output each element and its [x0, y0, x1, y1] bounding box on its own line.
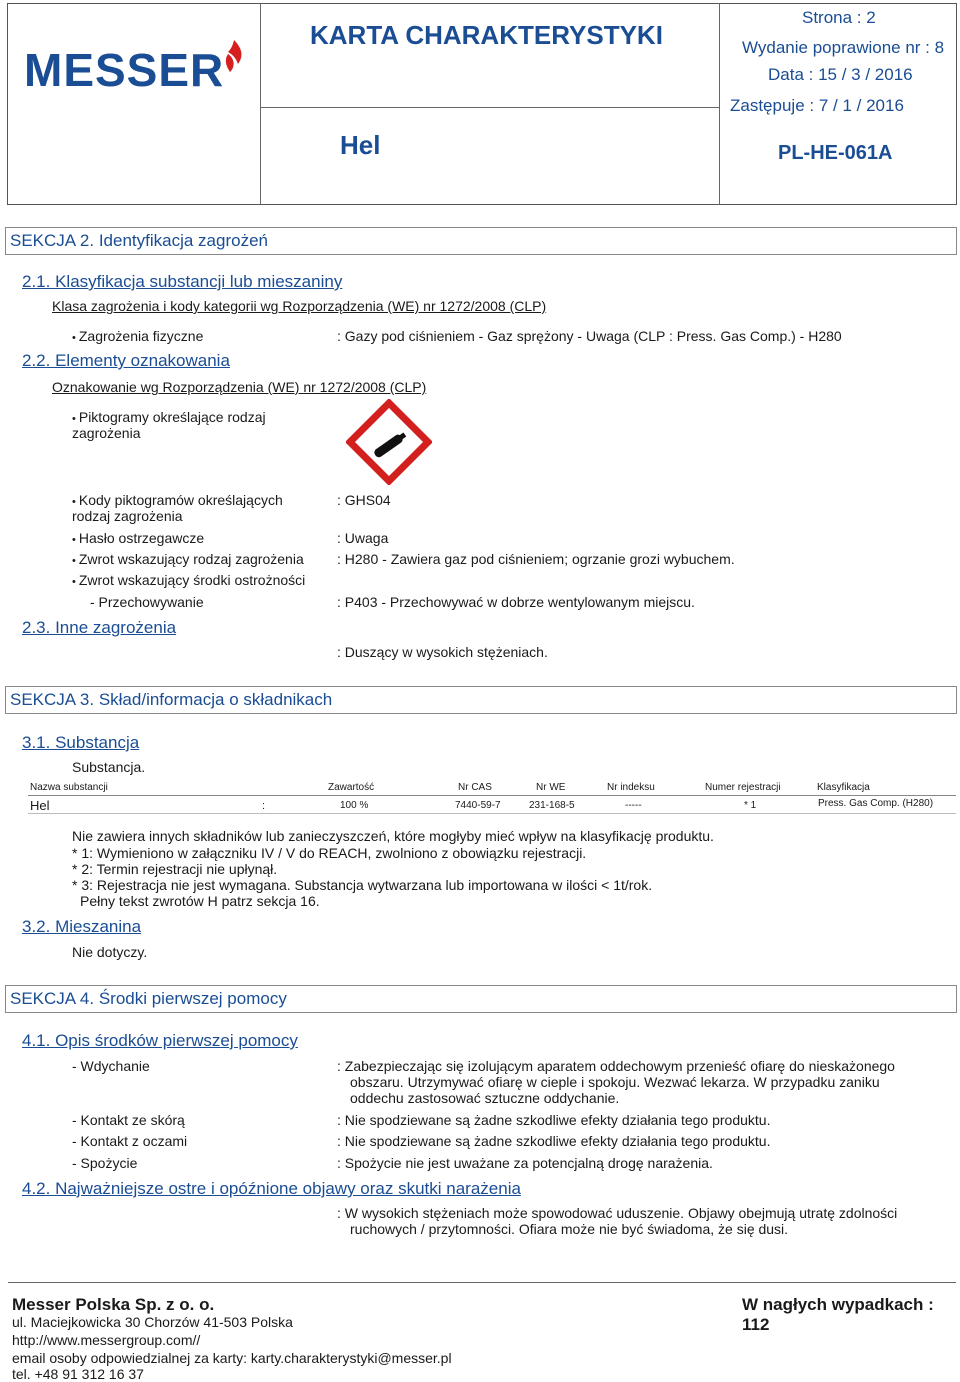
skin-contact-label: - Kontakt ze skórą — [72, 1112, 185, 1128]
table-row-rule — [28, 813, 956, 814]
col-header-classification: Klasyfikacja — [817, 782, 870, 793]
note-line-3: * 2: Termin rejestracji nie upłynął. — [72, 861, 278, 877]
footer-rule — [8, 1282, 956, 1283]
row-colon: : — [262, 800, 266, 812]
row-we: 231-168-5 — [529, 800, 575, 811]
logo-flame-icon — [226, 40, 242, 72]
row-registration: * 1 — [744, 800, 757, 811]
col-header-name: Nazwa substancji — [30, 782, 108, 793]
storage-value: : P403 - Przechowywać w dobrze wentylowanym miejscu. — [337, 594, 695, 610]
skin-contact-value: : Nie spodziewane są żadne szkodliwe efekty działania tego produktu. — [337, 1112, 771, 1128]
section-2-1-heading: 2.1. Klasyfikacja substancji lub mieszaniny — [22, 272, 343, 291]
row-substance-name: Hel — [30, 798, 50, 813]
inhalation-label: - Wdychanie — [72, 1058, 150, 1074]
table-header-rule — [28, 795, 956, 796]
company-address: ul. Maciejkowicka 30 Chorzów 41-503 Polska — [12, 1314, 293, 1330]
revision-date: Data : 15 / 3 / 2016 — [768, 65, 913, 84]
inhalation-value-3: oddechu zastosować sztuczne oddychanie. — [350, 1090, 620, 1106]
pictogram-label-line2: zagrożenia — [72, 425, 141, 441]
header-divider-mid — [261, 107, 719, 108]
eye-contact-value: : Nie spodziewane są żadne szkodliwe efekty działania tego produktu. — [337, 1133, 771, 1149]
contact-phone: tel. +48 91 312 16 37 — [12, 1366, 144, 1382]
revision-number: Wydanie poprawione nr : 8 — [742, 38, 945, 57]
replaces-date: Zastępuje : 7 / 1 / 2016 — [730, 96, 904, 115]
pictogram-codes-value: : GHS04 — [337, 492, 391, 508]
logo-wordmark: MESSER — [24, 44, 225, 94]
section-3-2-heading: 3.2. Mieszanina — [22, 917, 142, 936]
company-website[interactable]: http://www.messergroup.com// — [12, 1332, 201, 1348]
contact-email[interactable]: email osoby odpowiedzialnej za karty: karty.charakterystyki@messer.pl — [12, 1350, 452, 1366]
section-4-1-heading: 4.1. Opis środków pierwszej pomocy — [22, 1031, 298, 1050]
symptoms-value-2: ruchowych / przytomności. Ofiara może nie być świadoma, że się dusi. — [350, 1221, 789, 1237]
section-2-3-heading: 2.3. Inne zagrożenia — [22, 618, 177, 637]
col-header-we: Nr WE — [536, 782, 566, 793]
classification-subheading: Klasa zagrożenia i kody kategorii wg Rozporządzenia (WE) nr 1272/2008 (CLP) — [52, 298, 547, 314]
note-line-2: * 1: Wymieniono w załączniku IV / V do REACH, zwolniono z obowiązku rejestracji. — [72, 845, 587, 861]
section-3-1-heading: 3.1. Substancja — [22, 733, 140, 752]
eye-contact-label: - Kontakt z oczami — [72, 1133, 188, 1149]
inhalation-value-2: obszaru. Utrzymywać ofiarę w cieple i spokoju. Wezwać lekarza. W przypadku zaniku — [350, 1074, 880, 1090]
row-cas: 7440-59-7 — [455, 800, 501, 811]
row-content: 100 % — [340, 800, 369, 811]
company-name: Messer Polska Sp. z o. o. — [12, 1295, 215, 1314]
inhalation-value-1: : Zabezpieczając się izolującym aparatem oddechowym przenieść ofiarę do nieskażonego — [337, 1058, 895, 1074]
pictogram-codes-label: • Kody piktogramów określających — [72, 492, 283, 508]
header-divider-right — [719, 3, 720, 205]
document-title: KARTA CHARAKTERYSTYKI — [310, 20, 663, 50]
emergency-number: W nagłych wypadkach : 112 — [742, 1295, 934, 1334]
hazard-statement-value: : H280 - Zawiera gaz pod ciśnieniem; ogrzanie grozi wybuchem. — [337, 551, 735, 567]
section-4-2-heading: 4.2. Najważniejsze ostre i opóźnione objawy oraz skutki narażenia — [22, 1179, 521, 1198]
col-header-content: Zawartość — [328, 782, 375, 793]
col-header-index: Nr indeksu — [607, 782, 655, 793]
row-index: ----- — [625, 800, 642, 811]
physical-hazards-value: : Gazy pod ciśnieniem - Gaz sprężony - Uwaga (CLP : Press. Gas Comp.) - H280 — [337, 328, 842, 344]
note-line-5: Pełny tekst zwrotów H patrz sekcja 16. — [80, 893, 320, 909]
note-line-1: Nie zawiera innych składników lub zanieczyszczeń, które mogłyby mieć wpływ na klasyfikację produktu. — [72, 828, 714, 844]
col-header-registration: Numer rejestracji — [705, 782, 781, 793]
row-classification: Press. Gas Comp. (H280) — [818, 798, 934, 809]
precaution-label: • Zwrot wskazujący środki ostrożności — [72, 572, 305, 588]
hazard-statement-label: • Zwrot wskazujący rodzaj zagrożenia — [72, 551, 304, 567]
ingestion-label: - Spożycie — [72, 1155, 138, 1171]
messer-logo — [24, 38, 249, 94]
section-2-2-heading: 2.2. Elementy oznakowania — [22, 351, 230, 370]
section-3-title: SEKCJA 3. Skład/informacja o składnikach — [10, 690, 333, 709]
signal-word-value: : Uwaga — [337, 530, 389, 546]
page-number: Strona : 2 — [802, 8, 876, 27]
substance-subheading: Substancja. — [72, 759, 146, 775]
mixture-value: Nie dotyczy. — [72, 944, 148, 960]
physical-hazards-label: • Zagrożenia fizyczne — [72, 328, 203, 344]
labelling-subheading: Oznakowanie wg Rozporządzenia (WE) nr 1272/2008 (CLP) — [52, 379, 427, 395]
pictogram-codes-label-line2: rodzaj zagrożenia — [72, 508, 183, 524]
symptoms-value-1: : W wysokich stężeniach może spowodować uduszenie. Objawy obejmują utratę zdolności — [337, 1205, 898, 1221]
note-line-4: * 3: Rejestracja nie jest wymagana. Substancja wytwarzana lub importowana w ilości < 1t/rok. — [72, 877, 653, 893]
other-hazards-value: : Duszący w wysokich stężeniach. — [337, 644, 548, 660]
signal-word-label: • Hasło ostrzegawcze — [72, 530, 204, 546]
col-header-cas: Nr CAS — [458, 782, 492, 793]
ingestion-value: : Spożycie nie jest uważane za potencjalną drogę narażenia. — [337, 1155, 713, 1171]
section-4-title: SEKCJA 4. Środki pierwszej pomocy — [10, 989, 287, 1008]
section-2-title: SEKCJA 2. Identyfikacja zagrożeń — [10, 231, 268, 250]
ghs04-gas-cylinder-icon — [346, 399, 432, 485]
substance-name: Hel — [340, 130, 381, 160]
document-code: PL-HE-061A — [778, 142, 893, 164]
pictogram-label: • Piktogramy określające rodzaj — [72, 409, 266, 425]
header-divider-left — [260, 3, 261, 205]
storage-label: - Przechowywanie — [90, 594, 204, 610]
